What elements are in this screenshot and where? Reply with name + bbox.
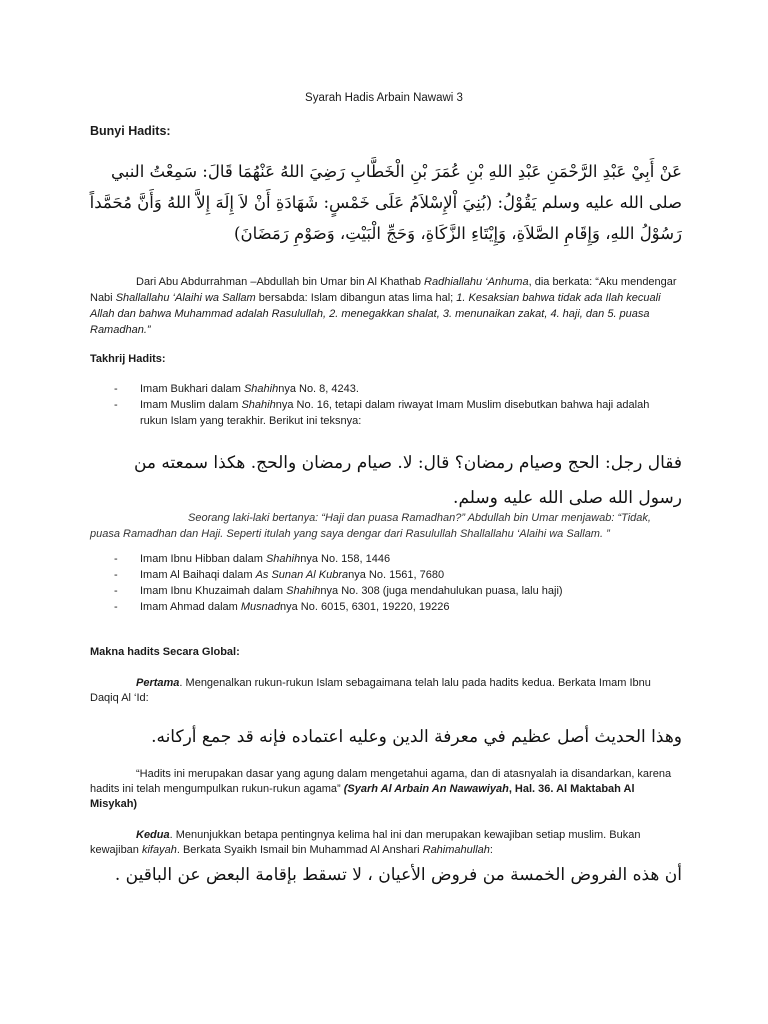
bullet-dash: -: [114, 601, 118, 613]
list-text-continuation: rukun Islam yang terakhir. Berikut ini teksnya:: [140, 415, 362, 427]
list-text: Imam Bukhari dalam: [140, 383, 244, 395]
book-title: Shahih: [243, 383, 279, 395]
takhrij-list: [90, 381, 682, 429]
book-title: Musnad: [240, 601, 281, 613]
pertama-label: Pertama: [136, 677, 180, 689]
list-item: [90, 551, 682, 567]
list-item: [90, 599, 682, 615]
takhrij-heading: Takhrij Hadits:: [90, 353, 166, 365]
bullet-dash: -: [114, 585, 118, 597]
citation-title: (Syarh Al Arbain An Nawawiyah: [343, 783, 509, 795]
pertama-text: . Mengenalkan rukun-rukun Islam sebagaimana telah lalu pada hadits kedua. Berkata Imam Ibnu Daqiq Al ‘Id:: [90, 677, 651, 704]
list-text: nya No. 1561, 7680: [348, 569, 445, 581]
term-kifayah: kifayah: [141, 844, 177, 856]
pertama-paragraph: [90, 676, 682, 706]
list-text: Imam Muslim dalam: [140, 399, 242, 411]
list-text: nya No. 158, 1446: [300, 553, 391, 565]
hadits-explanation-paragraph: [90, 767, 682, 812]
arabic-hadith-text: عَنْ أَبِيْ عَبْدِ الرَّحْمَنِ عَبْدِ اللهِ بْنِ عُمَرَ بْنِ الْخَطَّابِ رَضِيَ اللهُ عَنْهُمَا قَالَ: سَمِعْتُ النبي صلى الله عليه وسلم يَقُوْلُ: (بُنِيَ اْلإِسْلاَمُ عَلَى خَمْسٍ: شَهَادَةِ أَنْ لاَ إِلَهَ إِلاَّ اللهُ وَأَنَّ مُحَمَّداً رَسُوْلُ اللهِ، وَإِقَامِ الصَّلاَةِ، وَإِيْتَاءِ الزَّكَاةِ، وَحَجِّ الْبَيْتِ، وَصَوْمِ رَمَضَانَ): [89, 162, 682, 243]
text-segment: . Berkata Syaikh Ismail bin Muhammad Al Anshari: [176, 844, 423, 856]
kedua-label: Kedua: [136, 829, 170, 841]
book-title: Shahih: [286, 585, 321, 597]
arabic-ibnu-daqiq-quote: وهذا الحديث أصل عظيم في معرفة الدين وعليه اعتماده فإنه قد جمع أركانه.: [151, 727, 682, 747]
list-item: [90, 583, 682, 599]
document-title: Syarah Hadis Arbain Nawawi 3: [305, 92, 463, 104]
bullet-dash: -: [114, 569, 118, 581]
list-text: Imam Al Baihaqi dalam: [140, 569, 256, 581]
arabic-anshari-quote: أن هذه الفروض الخمسة من فروض الأعيان ، لا تسقط بإقامة البعض عن الباقين .: [114, 865, 682, 885]
honorific-text: Rahimahullah: [422, 844, 490, 856]
other-narrators-list: [90, 551, 682, 615]
list-item: [90, 567, 682, 583]
book-title: Shahih: [241, 399, 276, 411]
list-text: Imam Ahmad dalam: [140, 601, 241, 613]
bullet-dash: -: [114, 399, 118, 411]
book-title: As Sunan Al Kubra: [255, 569, 349, 581]
bullet-dash: -: [114, 383, 118, 395]
honorific-text: Shallallahu ‘Alaihi wa Sallam: [115, 292, 256, 304]
text-segment: “Hadits ini merupakan dasar yang agung dalam mengetahui agama, dan di atasnyalah ia disandarkan, karena hadits ini telah mengumpulkan rukun-rukun agama”: [90, 768, 672, 795]
list-text: nya No. 16, tetapi dalam riwayat Imam Muslim disebutkan bahwa haji adalah: [275, 399, 650, 411]
arabic-muslim-narration: فقال رجل: الحج وصيام رمضان؟ قال: لا. صيام رمضان والحج. هكذا سمعته من رسول الله صلى الله عليه وسلم.: [133, 453, 682, 508]
list-item: [90, 381, 682, 397]
bunyi-hadits-heading: Bunyi Hadits:: [90, 124, 171, 138]
list-text: nya No. 308 (juga mendahulukan puasa, lalu haji): [320, 585, 563, 597]
list-text: nya No. 6015, 6301, 19220, 19226: [280, 601, 450, 613]
book-title: Shahih: [265, 553, 301, 565]
citation-detail: , Hal. 36. Al Maktabah Al Misykah): [90, 783, 635, 810]
makna-heading: Makna hadits Secara Global:: [90, 646, 240, 658]
text-segment: :: [489, 844, 493, 856]
muslim-narration-translation: Seorang laki-laki bertanya: “Haji dan puasa Ramadhan?” Abdullah bin Umar menjawab: “Tidak, puasa Ramadhan dan Haji. Seperti itulah yang saya dengar dari Rasulullah Shallallahu ‘Alaihi wa Sallam. ”: [90, 512, 651, 540]
text-segment: bersabda: Islam dibangun atas lima hal;: [255, 292, 457, 304]
list-text: Imam Ibnu Hibban dalam: [140, 553, 266, 565]
translation-paragraph: [90, 274, 680, 338]
five-pillars-text: 1. Kesaksian bahwa tidak ada Ilah kecuali Allah dan bahwa Muhammad adalah Rasulullah, 2. menegakkan shalat, 3. menunaikan zakat, 4. haji, dan 5. puasa Ramadhan.”: [90, 292, 661, 336]
list-text: nya No. 8, 4243.: [278, 383, 359, 395]
text-segment: . Menunjukkan betapa pentingnya kelima hal ini dan merupakan kewajiban setiap muslim. Bukan kewajiban: [90, 829, 641, 856]
honorific-text: Radhiallahu ‘Anhuma: [424, 276, 529, 288]
text-segment: Dari Abu Abdurrahman –Abdullah bin Umar bin Al Khathab: [136, 276, 425, 288]
text-segment: , dia berkata: “Aku mendengar Nabi: [90, 276, 677, 304]
bullet-dash: -: [114, 553, 118, 565]
kedua-paragraph: [90, 828, 682, 858]
list-item: [90, 397, 682, 429]
list-text: Imam Ibnu Khuzaimah dalam: [140, 585, 287, 597]
